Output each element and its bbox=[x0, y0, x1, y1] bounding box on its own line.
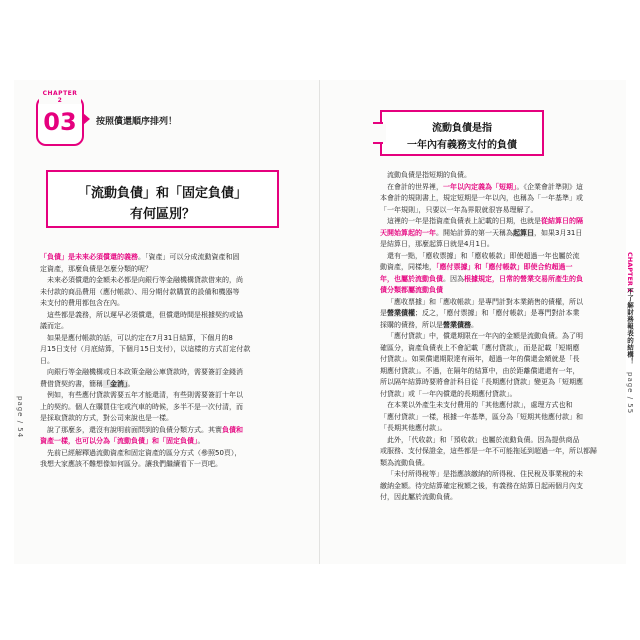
body-run: 定資產，那麼負債是怎麼分類的呢？ bbox=[40, 264, 152, 273]
body-run: 「長期其他應付款」。 bbox=[380, 424, 447, 432]
text-line bbox=[40, 310, 302, 322]
text-line bbox=[380, 239, 592, 251]
body-run: 。因為 bbox=[443, 274, 464, 283]
text-line bbox=[40, 367, 302, 379]
text-line bbox=[380, 492, 592, 504]
highlight-text: 營業債權 bbox=[387, 309, 415, 317]
body-run: 「應付貸款」中，償還期限在一年內的金額是流動負債。為了明 bbox=[387, 332, 583, 340]
page-number-left: page / 54 bbox=[16, 396, 24, 439]
page-number-right: page / 55 bbox=[626, 372, 634, 415]
body-run: 還有一點，「應收票據」和「應收帳款」即使超過一年也屬於流 bbox=[387, 251, 580, 260]
emphasis-text: 從結算日的隔 bbox=[541, 217, 583, 225]
text-line bbox=[380, 354, 592, 366]
emphasis-text: 根據規定，日常的營業交易所產生的負 bbox=[464, 274, 583, 283]
body-run: 這些都是義務，所以遲早必須償還，但償還時間是根據契約或協 bbox=[47, 310, 243, 319]
body-run: 是 bbox=[380, 309, 387, 317]
body-run: 期應付貸款」。不過，在隔年的結算中，由於距離償還還有一年， bbox=[380, 366, 580, 375]
body-run: ；反之，「應付票據」和「應付帳款」是專門對計本業 bbox=[415, 309, 580, 317]
text-line bbox=[380, 193, 592, 205]
text-line bbox=[40, 321, 302, 333]
body-run: 在會計的世界裡， bbox=[387, 182, 443, 191]
text-line bbox=[380, 331, 592, 343]
body-run: 付貸款」。如果償還期限達有兩年，超過一年的償還金額就是「長 bbox=[380, 355, 580, 363]
body-run: 上的契約。個人在購買住宅或汽車的時候，多半不是一次付清，而 bbox=[40, 402, 243, 411]
text-line bbox=[380, 308, 592, 320]
emphasis-text: 年，也屬於流動負債 bbox=[380, 274, 443, 283]
text-line bbox=[40, 252, 302, 264]
text-line bbox=[40, 390, 302, 402]
text-line bbox=[380, 366, 592, 378]
emphasis-text: 天開始算起的一年 bbox=[380, 228, 436, 237]
text-line bbox=[40, 356, 302, 368]
body-run: 費借貸契約書，簡稱 bbox=[40, 379, 103, 388]
left-body-text bbox=[40, 252, 302, 471]
body-run: 這裡的一年是指資產負債表上記載的日期，也就是 bbox=[387, 217, 541, 225]
emphasis-text: 債分類都屬流動負債 bbox=[380, 286, 443, 294]
emphasis-text: 「應付票據」和「應付帳款」即使合約超過一 bbox=[436, 263, 573, 271]
body-run: 我想大家應該不難想像如何區分。讓我們繼續看下一頁吧。 bbox=[40, 460, 222, 468]
right-title-line2: 一年內有義務支付的負債 bbox=[407, 140, 517, 151]
text-line bbox=[40, 436, 302, 448]
body-run: 例如，有些應付貸款需要五年才能還清，有些則需要簽訂十年以 bbox=[47, 391, 243, 399]
body-run: 未付款的商品費用（應付帳款）、用分期付款購買的設備和機器等 bbox=[40, 287, 240, 296]
text-line bbox=[380, 205, 592, 217]
body-run: 繳納金額。待完結算確定稅額之後，有義務在結算日起兩個月內支 bbox=[380, 481, 583, 490]
body-run: 。《企業會計準則》這 bbox=[516, 182, 583, 191]
body-run: 或服務、支付保證金，這些都是一年不可能拖延到超過一年，所以都歸 bbox=[380, 447, 597, 455]
emphasis-text: 資產一樣，也可以分為「流動負債」和「固定負債」 bbox=[40, 437, 198, 445]
body-run: 流動負債是指短期的負債。 bbox=[387, 171, 471, 179]
text-line bbox=[380, 446, 597, 458]
emphasis-text: 一年以內定義為「短期」 bbox=[443, 182, 517, 191]
text-line bbox=[380, 297, 592, 309]
text-line bbox=[380, 228, 592, 240]
text-line bbox=[380, 458, 592, 470]
text-line bbox=[380, 435, 592, 447]
body-run: 未來必須償還的金額未必都是向銀行等金融機構貸款借來的，尚 bbox=[47, 276, 243, 284]
body-run: 確區分，資產負債表上不會記載「應付貸款」，而是記載「短期應 bbox=[380, 343, 580, 352]
right-title-box bbox=[380, 110, 544, 156]
body-run: 未支付的費用都包含在內。 bbox=[40, 299, 124, 307]
highlight-text: 「金消」 bbox=[103, 379, 128, 388]
body-run: 類為流動負債。 bbox=[380, 458, 429, 467]
book-spread bbox=[14, 80, 634, 564]
body-run: 付，因此屬於流動負債。 bbox=[380, 493, 457, 501]
body-run: 如果是應付帳款的話，可以約定在7月31日結算，下個月的8 bbox=[47, 333, 233, 342]
title-notch bbox=[374, 124, 386, 142]
body-run: 向銀行等金融機構或日本政策金融公庫貸款時，需要簽訂金錢消 bbox=[47, 368, 243, 376]
body-run: 「應付貸款」一樣，根據一年基準，區分為「短期其他應付款」和 bbox=[380, 412, 583, 421]
left-page bbox=[14, 80, 320, 564]
body-run: 。 bbox=[127, 379, 135, 388]
right-title-line1: 流動負債是指 bbox=[432, 123, 492, 134]
text-line bbox=[40, 275, 302, 287]
section-title-line1: 「流動負債」和「固定負債」 bbox=[77, 186, 247, 201]
body-run: 是採取貸款的方式，對公司來說也是一樣。 bbox=[40, 414, 173, 422]
body-run: 議而定。 bbox=[40, 322, 68, 330]
section-title-box bbox=[46, 170, 279, 228]
side-chapter-tab bbox=[622, 252, 640, 372]
text-line bbox=[380, 412, 592, 424]
section-title-line2: 有何區別？ bbox=[129, 207, 195, 222]
body-run: 在本業以外產生未支付費用的「其他應付款」，處理方式也和 bbox=[387, 401, 573, 409]
body-run: 「一年規則」，只要以一年為界限就很容易理解了。 bbox=[380, 205, 538, 214]
title-tick-top bbox=[373, 122, 383, 124]
body-run: 。 bbox=[471, 320, 478, 329]
body-run: 。 bbox=[197, 437, 205, 445]
text-line bbox=[380, 251, 592, 263]
right-page bbox=[320, 80, 634, 564]
emphasis-text: 「負債」是未來必須償還的義務 bbox=[40, 253, 138, 261]
body-run: 本會計的規則書上，規定短期是一年以內，也稱為「一年基準」或 bbox=[380, 194, 583, 202]
text-line bbox=[40, 344, 302, 356]
text-line bbox=[40, 379, 302, 391]
text-line bbox=[40, 459, 302, 471]
text-line bbox=[380, 469, 592, 481]
text-line bbox=[40, 287, 302, 299]
body-run: 月15日支付（月底結算，下個月15日支付），以這樣的方式訂定付款 bbox=[40, 345, 251, 353]
right-body-text bbox=[380, 170, 597, 504]
body-run: 「應收票據」和「應收帳款」是專門計對本業銷售的債權，所以 bbox=[387, 297, 583, 306]
chapter-badge bbox=[36, 90, 84, 146]
body-run: ，如果3月31日 bbox=[534, 228, 583, 237]
body-run: 是結算日，那麼起算日就是4月1日。 bbox=[380, 240, 494, 248]
emphasis-text: 負債和 bbox=[222, 425, 243, 434]
text-line bbox=[380, 481, 592, 493]
text-line bbox=[380, 274, 592, 286]
text-line bbox=[380, 400, 592, 412]
text-line bbox=[40, 298, 302, 310]
side-chapter-label: CHAPTER 2 bbox=[626, 252, 634, 293]
side-chapter-title: 不了解財務報表的結構！ bbox=[626, 288, 634, 365]
chapter-subtitle: 按照償還順序排列！ bbox=[96, 117, 178, 127]
chapter-arrow-icon bbox=[83, 113, 90, 125]
text-line bbox=[40, 413, 302, 425]
body-run: 付貸款」或「一年內償還的長期應付貸款」。 bbox=[380, 389, 517, 398]
text-line bbox=[40, 402, 302, 414]
text-line bbox=[380, 423, 592, 435]
text-line bbox=[380, 170, 592, 182]
body-run: 「未付所得稅等」是指應該繳納的所得稅、住民稅及事業稅的未 bbox=[387, 470, 583, 478]
text-line bbox=[40, 448, 302, 460]
text-line bbox=[40, 264, 302, 276]
body-run: 。「資產」可以分成流動資產和固 bbox=[138, 253, 240, 261]
text-line bbox=[380, 285, 592, 297]
text-line bbox=[380, 216, 592, 228]
title-tick-bottom bbox=[373, 142, 383, 144]
text-line bbox=[40, 425, 302, 437]
body-run: 日。 bbox=[40, 356, 54, 365]
body-run: 動資產，同樣地， bbox=[380, 263, 436, 271]
chapter-number: 03 bbox=[43, 108, 77, 136]
highlight-text: 起算日 bbox=[513, 228, 534, 237]
body-run: 說了那麼多，還沒有說明前面問到的負債分類方式。其實 bbox=[47, 425, 222, 434]
text-line bbox=[380, 389, 592, 401]
text-line bbox=[380, 377, 592, 389]
text-line bbox=[380, 320, 592, 332]
body-run: 先前已經解釋過流動資產和固定資產的區分方式（參照50頁）， bbox=[47, 448, 242, 457]
text-line bbox=[380, 182, 592, 194]
body-run: 此外，「代收款」和「預收款」也屬於流動負債。因為提供商品 bbox=[387, 435, 580, 444]
text-line bbox=[380, 262, 592, 274]
text-line bbox=[40, 333, 302, 345]
body-run: 所以隔年結算時要將會計科目從「長期應付貸款」變更為「短期應 bbox=[380, 378, 583, 386]
body-run: 。開始計算的第一天稱為 bbox=[436, 228, 513, 237]
highlight-text: 營業債務 bbox=[443, 320, 471, 329]
text-line bbox=[380, 343, 592, 355]
chapter-label: CHAPTER 2 bbox=[39, 90, 81, 104]
body-run: 採購的債務，所以是 bbox=[380, 320, 443, 329]
